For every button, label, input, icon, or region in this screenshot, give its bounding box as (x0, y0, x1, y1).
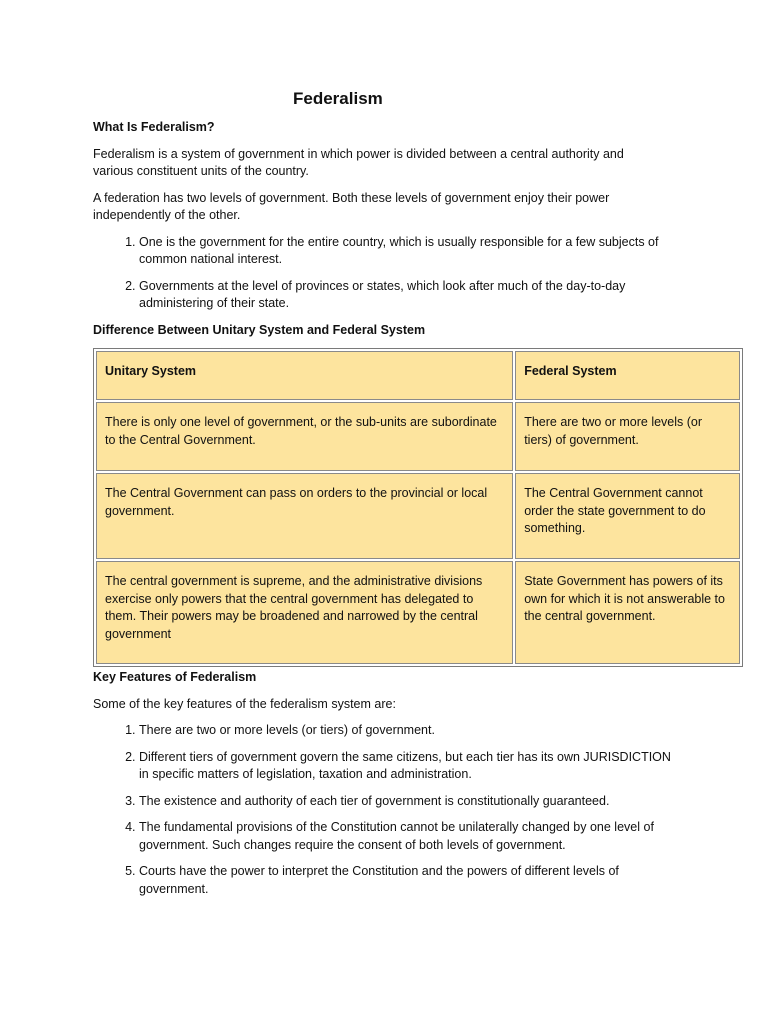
table-cell-federal: There are two or more levels (or tiers) of government. (515, 402, 740, 471)
comparison-table (93, 348, 743, 667)
list-item: 2. Governments at the level of provinces or states, which look after much of the day-to-day administering of their state. (139, 278, 679, 313)
list-item: 3. The existence and authority of each tier of government is constitutionally guaranteed. (139, 793, 679, 811)
table-cell-unitary: The central government is supreme, and the administrative divisions exercise only powers that the central government has delegated to them. Their powers may be broadened and narrowed by the central government (96, 561, 513, 664)
list-item: 4. The fundamental provisions of the Constitution cannot be unilaterally changed by one level of government. Such changes require the consent of both levels of government. (139, 819, 679, 854)
table-cell-federal: State Government has powers of its own for which it is not answerable to the central government. (515, 561, 740, 664)
table-cell-federal: The Central Government cannot order the state government to do something. (515, 473, 740, 559)
paragraph-features-intro: Some of the key features of the federalism system are: (93, 696, 396, 711)
list-item: 1. There are two or more levels (or tiers) of government. (139, 722, 679, 740)
column-header-federal: Federal System (515, 351, 740, 400)
page-title: Federalism (293, 89, 383, 108)
levels-list (93, 234, 679, 313)
document-page (93, 88, 743, 907)
table-header-row (96, 351, 740, 400)
list-item: 1. One is the government for the entire country, which is usually responsible for a few subjects of common national interest. (139, 234, 679, 269)
paragraph-definition: Federalism is a system of government in which power is divided between a central authority and various constituent units of the country. (93, 146, 624, 178)
list-item: 5. Courts have the power to interpret the Constitution and the powers of different levels of government. (139, 863, 679, 898)
table-cell-unitary: The Central Government can pass on orders to the provincial or local government. (96, 473, 513, 559)
paragraph-two-levels: A federation has two levels of government. Both these levels of government enjoy their power independently of the other. (93, 190, 610, 222)
features-list (93, 722, 679, 898)
table-row (96, 402, 740, 471)
column-header-unitary: Unitary System (96, 351, 513, 400)
table-row (96, 561, 740, 664)
heading-key-features: Key Features of Federalism (93, 670, 257, 684)
list-item: 2. Different tiers of government govern the same citizens, but each tier has its own JURISDICTION in specific matters of legislation, taxation and administration. (139, 749, 679, 784)
table-cell-unitary: There is only one level of government, or the sub-units are subordinate to the Central Government. (96, 402, 513, 471)
heading-what-is-federalism: What Is Federalism? (93, 120, 215, 134)
table-row (96, 473, 740, 559)
heading-difference: Difference Between Unitary System and Federal System (93, 322, 426, 337)
